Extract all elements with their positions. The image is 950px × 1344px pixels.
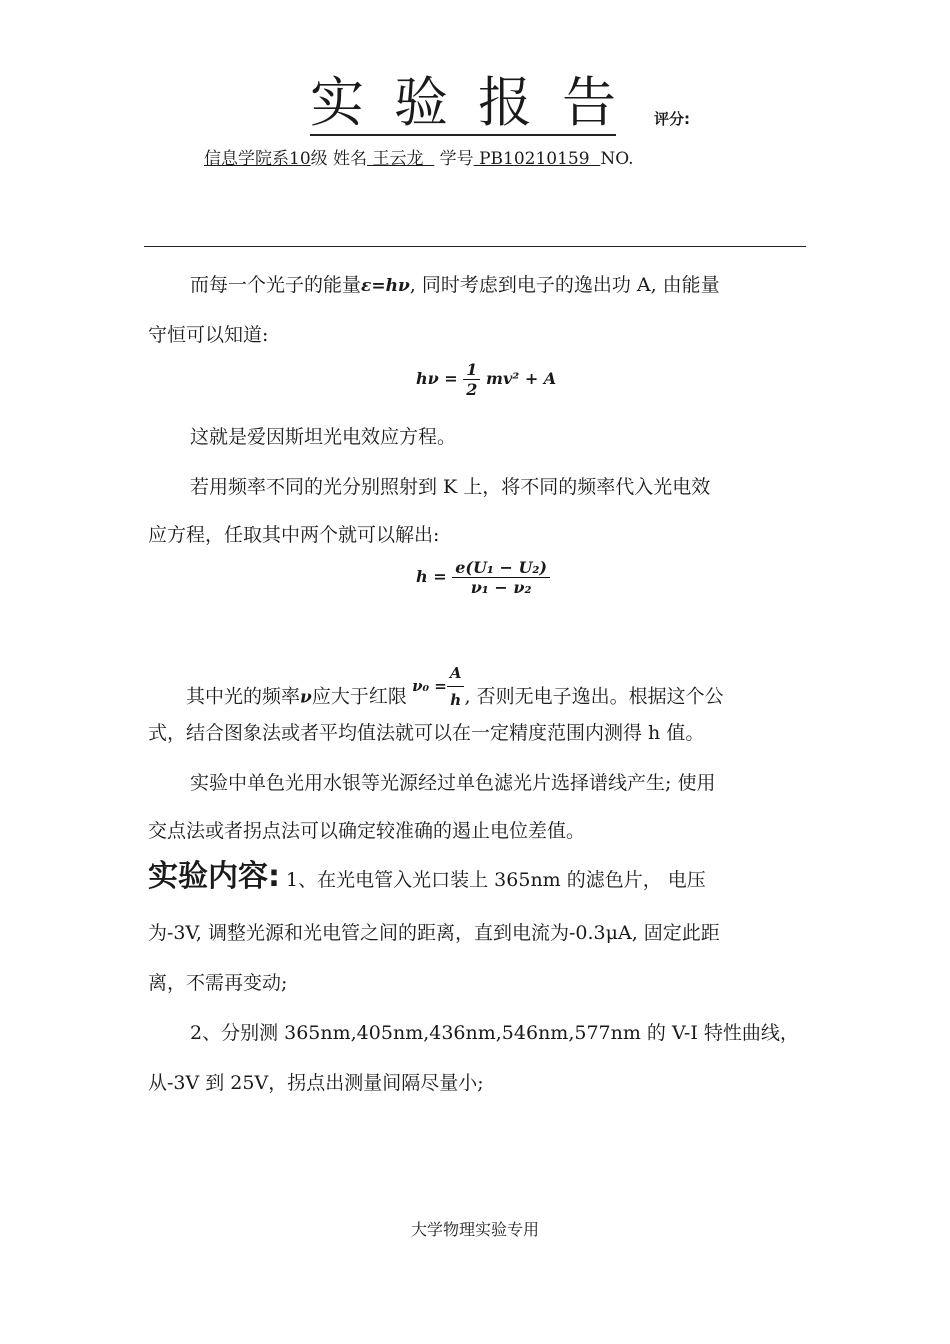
- paragraph-5-line-1: 实验中单色光用水银等光源经过单色滤光片选择谱线产生; 使用: [190, 772, 716, 794]
- score-label: 评分:: [654, 110, 690, 128]
- planck-equation: h = $\frac{\text{e(U₁ − U₂)}}{\text{ν₁ − ν₂}}$: [416, 558, 550, 597]
- einstein-equation: hν = $\frac{1}{2}$ mv² + A: [416, 360, 557, 399]
- name-value: 王云龙: [372, 149, 424, 169]
- paragraph-1-line-1: 而每一个光子的能量ε=hν, 同时考虑到电子的逸出功 A, 由能量: [190, 274, 720, 296]
- content-line-1: 实验内容: 1、在光电管入光口装上 365nm 的滤色片， 电压: [148, 859, 706, 894]
- paragraph-3-line-2: 应方程，任取其中两个就可以解出:: [148, 524, 440, 546]
- paragraph-1-line-2: 守恒可以知道:: [148, 324, 269, 346]
- paragraph-4-line-1: 其中光的频率ν应大于红限 $^{\nu_0 = \frac{A}{h}}$ , 否则无电子逸出。根据这个公: [186, 672, 846, 725]
- energy-equation: ε=hν: [361, 276, 410, 296]
- paragraph-2: 这就是爱因斯坦光电效应方程。: [190, 426, 457, 448]
- content-line-3: 离，不需再变动;: [148, 972, 288, 994]
- id-label: 学号: [439, 149, 474, 169]
- content-line-4: 2、分别测 365nm,405nm,436nm,546nm,577nm 的 V-I 特性曲线，: [190, 1022, 799, 1044]
- content-heading: 实验内容:: [148, 859, 280, 894]
- name-label: 姓名: [333, 149, 368, 169]
- grade: 10: [289, 149, 311, 169]
- id-value: PB10210159: [479, 149, 590, 169]
- content-line-5: 从-3V 到 25V，拐点出测量间隔尽量小;: [148, 1072, 484, 1094]
- divider: [144, 246, 806, 247]
- page-footer: 大学物理实验专用: [410, 1220, 539, 1239]
- no-label: NO.: [600, 149, 634, 169]
- student-info: [204, 147, 634, 171]
- page-title: 实验报告: [310, 71, 646, 134]
- threshold-equation: ν₀ = A h: [407, 677, 465, 695]
- dept: 信息学院系: [204, 149, 289, 169]
- paragraph-3-line-1: 若用频率不同的光分别照射到 K 上，将不同的频率代入光电效: [190, 476, 711, 498]
- paragraph-4-line-2: 式，结合图象法或者平均值法就可以在一定精度范围内测得 h 值。: [148, 722, 705, 744]
- paragraph-5-line-2: 交点法或者拐点法可以确定较准确的遏止电位差值。: [148, 820, 586, 842]
- content-line-2: 为-3V, 调整光源和光电管之间的距离，直到电流为-0.3μA, 固定此距: [148, 922, 720, 944]
- grade-suffix: 级: [310, 149, 328, 169]
